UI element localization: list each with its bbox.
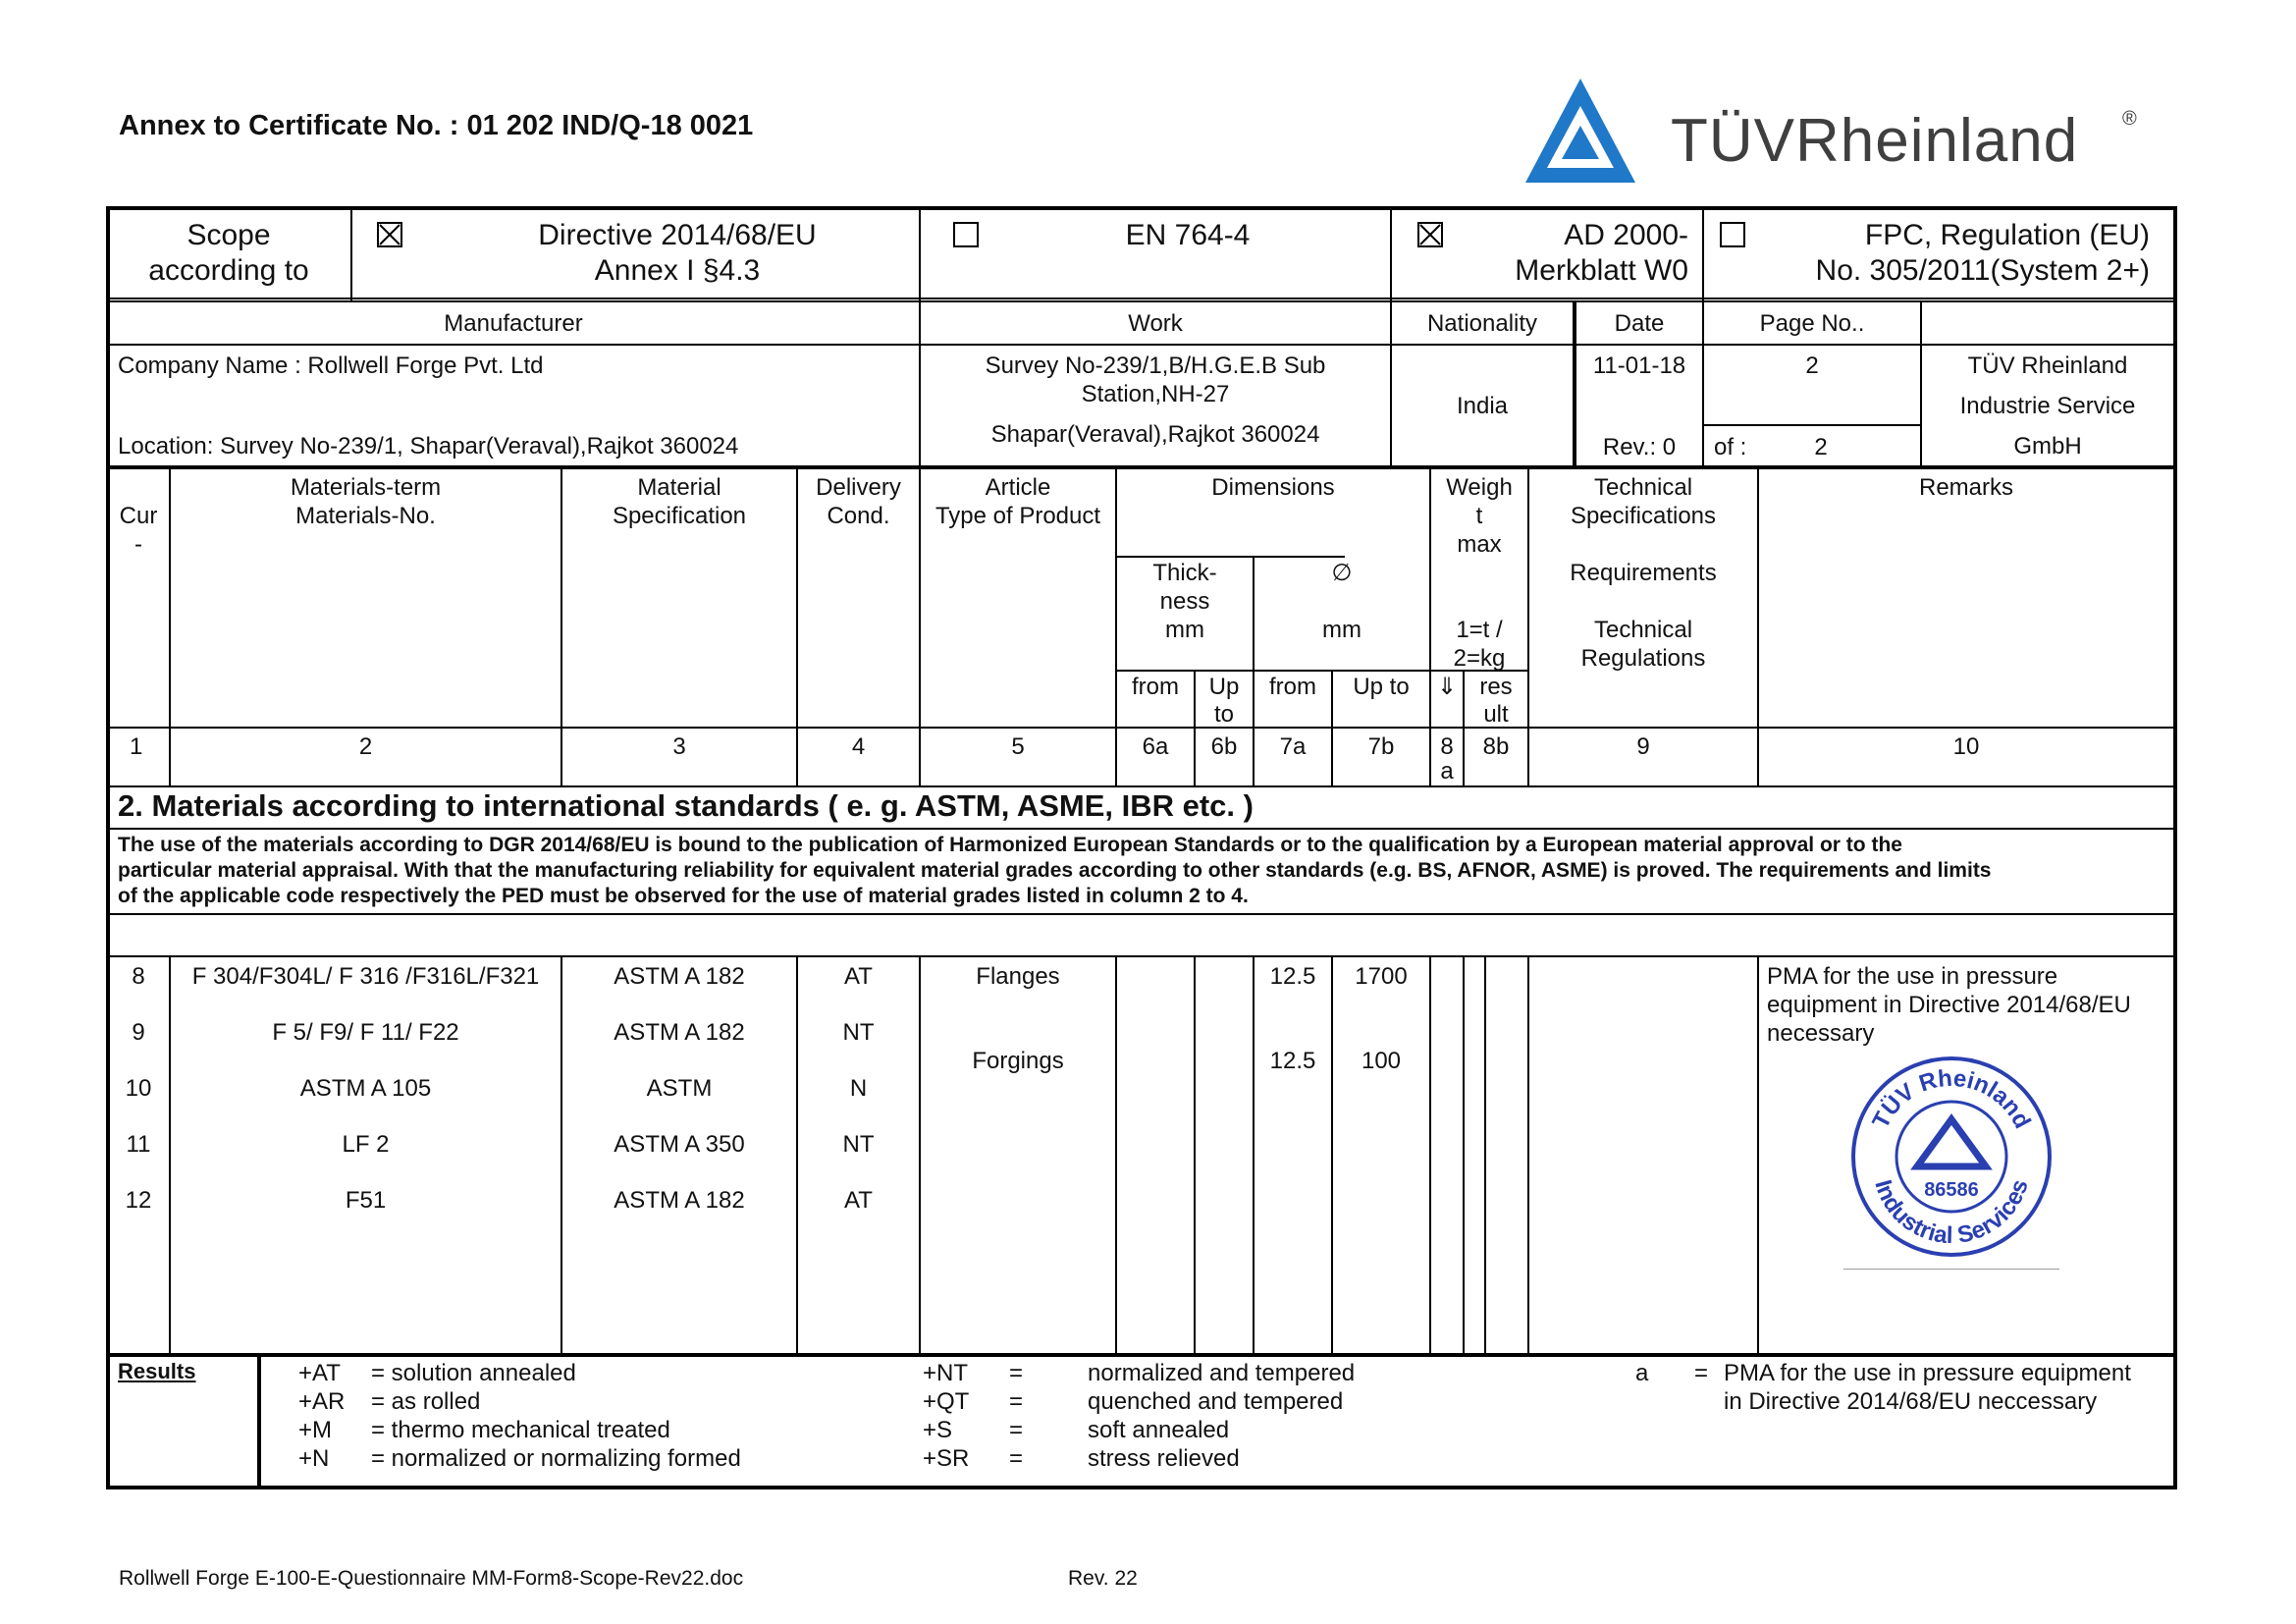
tuv-stamp	[1843, 1041, 2059, 1272]
diameter-icon: ∅	[1331, 560, 1353, 586]
date-value: 11-01-18	[1592, 352, 1686, 379]
page-of-value: 2	[1814, 434, 1828, 460]
col-dia-upto: Up to	[1353, 674, 1410, 700]
page-of-label: of :	[1714, 434, 1747, 460]
result-eq: =	[1009, 1388, 1024, 1415]
col-diameter-unit: mm	[1322, 617, 1362, 643]
results-label: Results	[118, 1359, 196, 1383]
col-thickness-unit: mm	[1165, 617, 1204, 643]
scope-fpc-line2: No. 305/2011(System 2+)	[1815, 254, 2150, 287]
manufacturer-label: Manufacturer	[444, 310, 583, 337]
col-number: 10	[1952, 733, 1980, 760]
certificate-title: Annex to Certificate No. : 01 202 IND/Q-18 0021	[119, 110, 754, 141]
result-code: +M	[298, 1417, 333, 1443]
col-cur-header: Cur	[119, 503, 158, 529]
result-desc: stress relieved	[1088, 1445, 1240, 1472]
work-address-line3: Shapar(Veraval),Rajkot 360024	[990, 421, 1320, 448]
logo-wordmark: TÜVRheinland	[1671, 107, 2079, 175]
result-desc: = thermo mechanical treated	[371, 1417, 670, 1443]
result-desc: soft annealed	[1088, 1417, 1230, 1443]
row-condition: NT	[842, 1131, 875, 1158]
row-spec: ASTM A 182	[614, 1019, 745, 1046]
col-thick-from: from	[1132, 674, 1179, 700]
result-code: +AT	[298, 1360, 341, 1386]
company-location: Location: Survey No-239/1, Shapar(Veraval),Rajkot 360024	[118, 433, 739, 460]
section-title: 2. Materials according to international standards ( e. g. ASTM, ASME, IBR etc. )	[118, 788, 1254, 823]
section-note-line3: of the applicable code respectively the PED must be observed for the use of material grades listed in column 2 to 4.	[118, 885, 1249, 907]
row-cur: 10	[125, 1075, 152, 1102]
row-material: ASTM A 105	[299, 1075, 432, 1102]
col-number: 7b	[1367, 733, 1395, 760]
remark-line3: necessary	[1767, 1020, 1875, 1047]
row-condition: AT	[844, 1187, 873, 1214]
scope-label: Scope according to	[148, 219, 309, 287]
result-eq: =	[1009, 1445, 1024, 1472]
result-desc: normalized and tempered	[1088, 1360, 1356, 1386]
page-number-value: 2	[1805, 352, 1819, 379]
col-thickness-1: Thick-	[1152, 560, 1217, 586]
result-code: +N	[298, 1445, 330, 1472]
col-technical-5: Regulations	[1580, 645, 1706, 672]
article-name: Forgings	[972, 1048, 1064, 1074]
result-code: +SR	[923, 1445, 970, 1472]
col-materials-header-1: Materials-term	[290, 474, 442, 501]
col-technical-2: Specifications	[1570, 503, 1717, 529]
nationality-label: Nationality	[1426, 310, 1538, 337]
col-technical-3: Requirements	[1570, 560, 1717, 586]
result-code: +QT	[923, 1388, 970, 1415]
checkbox-ad2000[interactable]	[1417, 222, 1443, 247]
col-result-2: ult	[1483, 701, 1509, 728]
row-spec: ASTM A 182	[614, 1187, 745, 1214]
col-spec-header-2: Specification	[612, 503, 747, 529]
scope-en764-label: EN 764-4	[1125, 219, 1251, 251]
result-desc: = as rolled	[371, 1388, 481, 1415]
tuv-triangle-icon	[1522, 75, 1639, 188]
row-condition: NT	[842, 1019, 875, 1046]
col-number: 8b	[1482, 733, 1510, 760]
scope-ad2000-line1: AD 2000-	[1564, 219, 1688, 251]
work-address-line1: Survey No-239/1,B/H.G.E.B Sub	[985, 352, 1326, 379]
section-note-line1: The use of the materials according to DGR 2014/68/EU is bound to the publication of Harmonized European Standards or to the qualification by a European material approval or to the	[118, 834, 1902, 856]
col-number: 9	[1636, 733, 1650, 760]
work-address-line2: Station,NH-27	[1081, 381, 1230, 407]
col-remarks-header: Remarks	[1918, 474, 2013, 501]
svg-text:86586: 86586	[1924, 1179, 1979, 1201]
remark-line2: equipment in Directive 2014/68/EU	[1767, 992, 2131, 1018]
col-weight-2: t	[1475, 503, 1483, 529]
col-number: 6b	[1210, 733, 1238, 760]
col-number: a	[1440, 758, 1454, 785]
org-line1: TÜV Rheinland	[1967, 352, 2128, 379]
result-desc-line2: in Directive 2014/68/EU neccessary	[1724, 1388, 2098, 1415]
col-article-header-2: Type of Product	[934, 503, 1101, 529]
row-material: F51	[345, 1187, 387, 1214]
col-thickness-2: ness	[1159, 588, 1210, 615]
article-dia-from: 12.5	[1269, 963, 1316, 990]
col-delivery-header-1: Delivery	[816, 474, 901, 501]
section-note-line2: particular material appraisal. With that the manufacturing reliability for equivalent material grades according to other standards (e.g. BS, AFNOR, ASME) is proved. The requirements and limits	[118, 859, 1992, 882]
col-weight-5: 2=kg	[1453, 645, 1506, 672]
checkbox-directive[interactable]	[377, 222, 402, 247]
result-eq: =	[1009, 1417, 1024, 1443]
col-spec-header-1: Material	[637, 474, 721, 501]
col-thick-upto-2: to	[1213, 701, 1234, 728]
col-number: 7a	[1279, 733, 1307, 760]
svg-text:TÜV Rheinland: TÜV Rheinland	[1867, 1064, 2036, 1133]
col-weight-1: Weigh	[1446, 474, 1513, 501]
row-material: F 5/ F9/ F 11/ F22	[272, 1019, 459, 1046]
row-condition: N	[849, 1075, 868, 1102]
scope-directive-line1: Directive 2014/68/EU	[538, 219, 817, 251]
svg-text:Industrial Services: Industrial Services	[1869, 1176, 2034, 1250]
row-spec: ASTM A 350	[614, 1131, 745, 1158]
result-desc: quenched and tempered	[1088, 1388, 1344, 1415]
row-material: LF 2	[342, 1131, 390, 1158]
article-dia-from: 12.5	[1269, 1048, 1316, 1074]
date-label: Date	[1614, 310, 1665, 337]
page-no-label: Page No..	[1759, 310, 1865, 337]
nationality-value: India	[1456, 393, 1509, 419]
checkbox-fpc[interactable]	[1720, 222, 1745, 247]
row-cur: 8	[132, 963, 145, 990]
col-technical-1: Technical	[1593, 474, 1693, 501]
row-spec: ASTM A 182	[614, 963, 745, 990]
col-weight-3: max	[1457, 531, 1502, 558]
tuv-logo	[1522, 75, 2160, 192]
col-delivery-header-2: Cond.	[827, 503, 890, 529]
result-eq: =	[1694, 1360, 1709, 1386]
col-number: 4	[851, 733, 866, 760]
col-number: 6a	[1142, 733, 1169, 760]
org-line3: GmbH	[2013, 433, 2082, 460]
work-label: Work	[1128, 310, 1183, 337]
col-article-header-1: Article	[985, 474, 1051, 501]
scope-fpc-line1: FPC, Regulation (EU)	[1864, 219, 2150, 251]
col-technical-4: Technical	[1593, 617, 1693, 643]
org-line2: Industrie Service	[1959, 393, 2136, 419]
row-spec: ASTM	[646, 1075, 713, 1102]
col-number: 8	[1440, 733, 1454, 760]
result-desc-line1: PMA for the use in pressure equipment	[1724, 1360, 2131, 1386]
article-name: Flanges	[976, 963, 1060, 990]
logo-registered-mark: ®	[2122, 108, 2137, 130]
col-cur-dash: -	[134, 531, 142, 558]
result-desc: = solution annealed	[371, 1360, 576, 1386]
result-code: +NT	[923, 1360, 969, 1386]
footer-filename: Rollwell Forge E-100-E-Questionnaire MM-Form8-Scope-Rev22.doc	[119, 1567, 744, 1590]
scope-directive-line2: Annex I §4.3	[594, 254, 761, 287]
revision-value: Rev.: 0	[1602, 434, 1677, 460]
scope-ad2000-line2: Merkblatt W0	[1515, 254, 1688, 287]
col-thick-upto-1: Up	[1208, 674, 1240, 700]
article-dia-to: 1700	[1355, 963, 1408, 990]
down-arrow-icon: ⇓	[1436, 674, 1458, 700]
col-dia-from: from	[1269, 674, 1316, 700]
col-number: 2	[358, 733, 373, 760]
col-weight-4: 1=t /	[1456, 617, 1503, 643]
remark-line1: PMA for the use in pressure	[1767, 963, 2058, 990]
footer-revision: Rev. 22	[1068, 1567, 1138, 1590]
col-dimensions-header: Dimensions	[1211, 474, 1335, 501]
col-materials-header-2: Materials-No.	[295, 503, 436, 529]
row-condition: AT	[844, 963, 873, 990]
col-number: 5	[1011, 733, 1025, 760]
row-material: F 304/F304L/ F 316 /F316L/F321	[191, 963, 540, 990]
row-cur: 12	[125, 1187, 152, 1214]
result-eq: =	[1009, 1360, 1024, 1386]
checkbox-en764[interactable]	[953, 222, 979, 247]
result-code: +S	[923, 1417, 953, 1443]
col-number: 3	[672, 733, 686, 760]
col-number: 1	[130, 733, 143, 760]
result-desc: = normalized or normalizing formed	[371, 1445, 741, 1472]
result-code: +AR	[298, 1388, 346, 1415]
col-result-1: res	[1479, 674, 1513, 700]
company-name: Company Name : Rollwell Forge Pvt. Ltd	[118, 352, 544, 379]
row-cur: 9	[132, 1019, 145, 1046]
result-code: a	[1635, 1360, 1649, 1386]
row-cur: 11	[126, 1131, 151, 1158]
article-dia-to: 100	[1361, 1048, 1402, 1074]
